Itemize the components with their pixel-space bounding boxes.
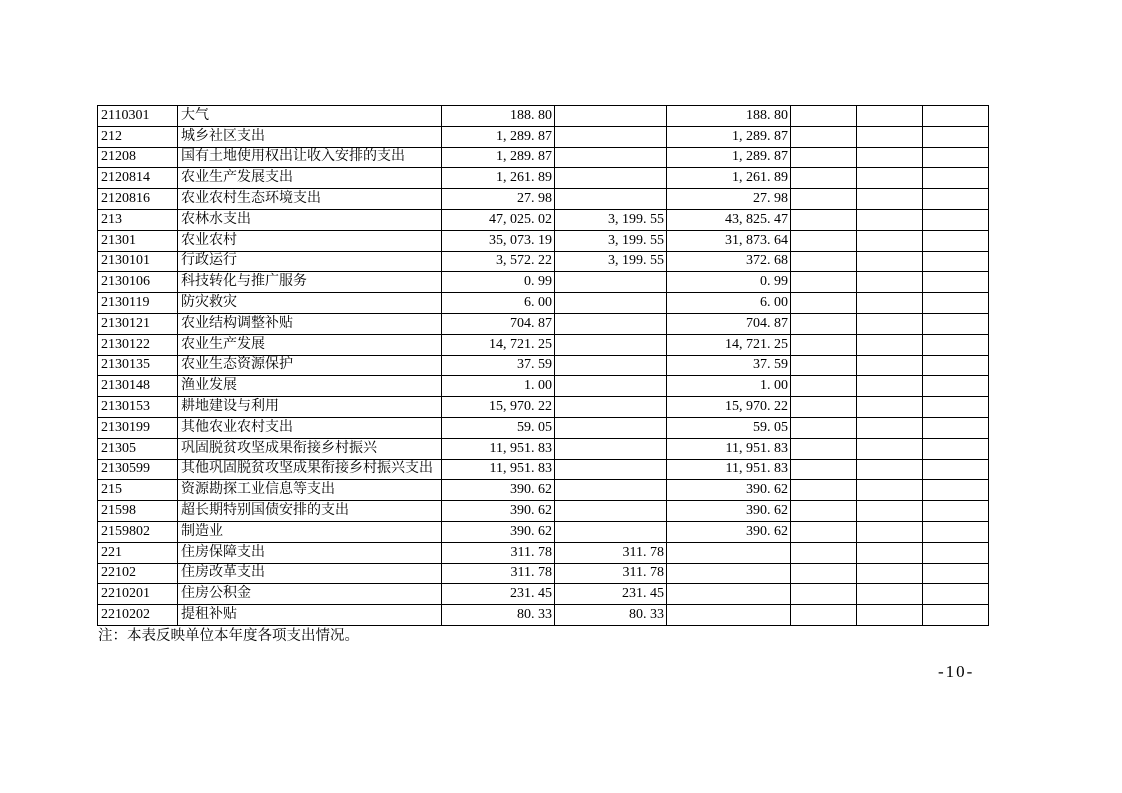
blank-col2-cell xyxy=(857,397,923,418)
amount-col1-cell: 37. 59 xyxy=(442,355,555,376)
blank-col1-cell xyxy=(791,209,857,230)
amount-col2-cell xyxy=(555,376,667,397)
subject-name-cell: 大气 xyxy=(178,106,442,127)
blank-col3-cell xyxy=(923,459,989,480)
blank-col1-cell xyxy=(791,313,857,334)
blank-col1-cell xyxy=(791,168,857,189)
blank-col2-cell xyxy=(857,542,923,563)
code-cell: 2159802 xyxy=(98,521,178,542)
blank-col3-cell xyxy=(923,480,989,501)
amount-col3-cell: 704. 87 xyxy=(667,313,791,334)
blank-col2-cell xyxy=(857,272,923,293)
amount-col2-cell xyxy=(555,106,667,127)
code-cell: 2210202 xyxy=(98,605,178,626)
blank-col1-cell xyxy=(791,376,857,397)
blank-col3-cell xyxy=(923,230,989,251)
table-row xyxy=(98,521,989,542)
amount-col2-cell xyxy=(555,355,667,376)
blank-col2-cell xyxy=(857,147,923,168)
amount-col3-cell: 372. 68 xyxy=(667,251,791,272)
blank-col3-cell xyxy=(923,147,989,168)
table-row xyxy=(98,584,989,605)
blank-col3-cell xyxy=(923,106,989,127)
blank-col3-cell xyxy=(923,521,989,542)
subject-name-cell: 城乡社区支出 xyxy=(178,126,442,147)
code-cell: 2110301 xyxy=(98,106,178,127)
amount-col1-cell: 35, 073. 19 xyxy=(442,230,555,251)
table-row xyxy=(98,168,989,189)
amount-col1-cell: 27. 98 xyxy=(442,189,555,210)
blank-col1-cell xyxy=(791,501,857,522)
subject-name-cell: 住房改革支出 xyxy=(178,563,442,584)
blank-col2-cell xyxy=(857,189,923,210)
table-row xyxy=(98,126,989,147)
amount-col2-cell xyxy=(555,272,667,293)
blank-col2-cell xyxy=(857,168,923,189)
amount-col1-cell: 704. 87 xyxy=(442,313,555,334)
table-row xyxy=(98,106,989,127)
blank-col2-cell xyxy=(857,480,923,501)
amount-col2-cell xyxy=(555,126,667,147)
amount-col1-cell: 390. 62 xyxy=(442,480,555,501)
amount-col1-cell: 3, 572. 22 xyxy=(442,251,555,272)
subject-name-cell: 渔业发展 xyxy=(178,376,442,397)
subject-name-cell: 农业生态资源保护 xyxy=(178,355,442,376)
blank-col3-cell xyxy=(923,251,989,272)
table-row xyxy=(98,147,989,168)
blank-col2-cell xyxy=(857,209,923,230)
subject-name-cell: 超长期特别国债安排的支出 xyxy=(178,501,442,522)
blank-col3-cell xyxy=(923,417,989,438)
amount-col1-cell: 11, 951. 83 xyxy=(442,459,555,480)
table-row xyxy=(98,417,989,438)
blank-col3-cell xyxy=(923,563,989,584)
table-row xyxy=(98,480,989,501)
blank-col2-cell xyxy=(857,605,923,626)
amount-col1-cell: 1, 289. 87 xyxy=(442,147,555,168)
subject-name-cell: 科技转化与推广服务 xyxy=(178,272,442,293)
blank-col2-cell xyxy=(857,376,923,397)
blank-col2-cell xyxy=(857,438,923,459)
amount-col1-cell: 1. 00 xyxy=(442,376,555,397)
blank-col2-cell xyxy=(857,251,923,272)
table-note: 注：本表反映单位本年度各项支出情况。 xyxy=(98,628,359,644)
blank-col3-cell xyxy=(923,438,989,459)
table-row xyxy=(98,334,989,355)
subject-name-cell: 行政运行 xyxy=(178,251,442,272)
amount-col3-cell: 1. 00 xyxy=(667,376,791,397)
amount-col3-cell xyxy=(667,584,791,605)
amount-col1-cell: 80. 33 xyxy=(442,605,555,626)
blank-col3-cell xyxy=(923,376,989,397)
blank-col1-cell xyxy=(791,230,857,251)
code-cell: 2130599 xyxy=(98,459,178,480)
amount-col2-cell xyxy=(555,397,667,418)
amount-col2-cell xyxy=(555,168,667,189)
blank-col3-cell xyxy=(923,584,989,605)
amount-col1-cell: 14, 721. 25 xyxy=(442,334,555,355)
subject-name-cell: 巩固脱贫攻坚成果衔接乡村振兴 xyxy=(178,438,442,459)
blank-col2-cell xyxy=(857,126,923,147)
blank-col1-cell xyxy=(791,106,857,127)
amount-col2-cell: 231. 45 xyxy=(555,584,667,605)
subject-name-cell: 农业农村 xyxy=(178,230,442,251)
amount-col2-cell: 3, 199. 55 xyxy=(555,251,667,272)
blank-col2-cell xyxy=(857,355,923,376)
code-cell: 2210201 xyxy=(98,584,178,605)
blank-col3-cell xyxy=(923,605,989,626)
blank-col2-cell xyxy=(857,584,923,605)
amount-col2-cell xyxy=(555,459,667,480)
blank-col1-cell xyxy=(791,584,857,605)
amount-col1-cell: 0. 99 xyxy=(442,272,555,293)
amount-col3-cell: 15, 970. 22 xyxy=(667,397,791,418)
table-row xyxy=(98,438,989,459)
code-cell: 2130199 xyxy=(98,417,178,438)
subject-name-cell: 防灾救灾 xyxy=(178,293,442,314)
amount-col1-cell: 6. 00 xyxy=(442,293,555,314)
table-row xyxy=(98,313,989,334)
blank-col3-cell xyxy=(923,293,989,314)
amount-col3-cell xyxy=(667,605,791,626)
subject-name-cell: 农业农村生态环境支出 xyxy=(178,189,442,210)
amount-col1-cell: 1, 261. 89 xyxy=(442,168,555,189)
code-cell: 213 xyxy=(98,209,178,230)
blank-col1-cell xyxy=(791,147,857,168)
blank-col1-cell xyxy=(791,272,857,293)
amount-col3-cell: 1, 289. 87 xyxy=(667,147,791,168)
subject-name-cell: 住房保障支出 xyxy=(178,542,442,563)
table-row xyxy=(98,605,989,626)
blank-col1-cell xyxy=(791,334,857,355)
subject-name-cell: 其他巩固脱贫攻坚成果衔接乡村振兴支出 xyxy=(178,459,442,480)
code-cell: 2130135 xyxy=(98,355,178,376)
blank-col2-cell xyxy=(857,459,923,480)
code-cell: 212 xyxy=(98,126,178,147)
subject-name-cell: 农业结构调整补贴 xyxy=(178,313,442,334)
blank-col1-cell xyxy=(791,251,857,272)
amount-col3-cell: 14, 721. 25 xyxy=(667,334,791,355)
code-cell: 2120816 xyxy=(98,189,178,210)
amount-col3-cell: 188. 80 xyxy=(667,106,791,127)
subject-name-cell: 住房公积金 xyxy=(178,584,442,605)
blank-col1-cell xyxy=(791,605,857,626)
amount-col3-cell: 59. 05 xyxy=(667,417,791,438)
blank-col3-cell xyxy=(923,209,989,230)
blank-col1-cell xyxy=(791,397,857,418)
amount-col3-cell: 390. 62 xyxy=(667,480,791,501)
blank-col3-cell xyxy=(923,542,989,563)
amount-col2-cell xyxy=(555,147,667,168)
table-row xyxy=(98,376,989,397)
blank-col1-cell xyxy=(791,293,857,314)
amount-col3-cell: 6. 00 xyxy=(667,293,791,314)
table-row xyxy=(98,355,989,376)
subject-name-cell: 国有土地使用权出让收入安排的支出 xyxy=(178,147,442,168)
table-row xyxy=(98,501,989,522)
blank-col3-cell xyxy=(923,355,989,376)
amount-col2-cell xyxy=(555,313,667,334)
amount-col3-cell: 37. 59 xyxy=(667,355,791,376)
table-row xyxy=(98,542,989,563)
blank-col2-cell xyxy=(857,334,923,355)
code-cell: 221 xyxy=(98,542,178,563)
blank-col1-cell xyxy=(791,459,857,480)
blank-col3-cell xyxy=(923,397,989,418)
amount-col1-cell: 390. 62 xyxy=(442,521,555,542)
amount-col2-cell: 3, 199. 55 xyxy=(555,230,667,251)
blank-col2-cell xyxy=(857,106,923,127)
blank-col2-cell xyxy=(857,417,923,438)
code-cell: 2130119 xyxy=(98,293,178,314)
amount-col2-cell xyxy=(555,438,667,459)
code-cell: 215 xyxy=(98,480,178,501)
amount-col2-cell xyxy=(555,417,667,438)
blank-col3-cell xyxy=(923,168,989,189)
amount-col3-cell: 11, 951. 83 xyxy=(667,438,791,459)
amount-col3-cell xyxy=(667,542,791,563)
amount-col1-cell: 47, 025. 02 xyxy=(442,209,555,230)
amount-col3-cell: 390. 62 xyxy=(667,501,791,522)
amount-col3-cell: 1, 261. 89 xyxy=(667,168,791,189)
amount-col3-cell: 27. 98 xyxy=(667,189,791,210)
blank-col2-cell xyxy=(857,521,923,542)
table-row xyxy=(98,397,989,418)
code-cell: 21208 xyxy=(98,147,178,168)
code-cell: 21598 xyxy=(98,501,178,522)
amount-col1-cell: 188. 80 xyxy=(442,106,555,127)
amount-col2-cell xyxy=(555,501,667,522)
amount-col1-cell: 311. 78 xyxy=(442,542,555,563)
subject-name-cell: 其他农业农村支出 xyxy=(178,417,442,438)
amount-col2-cell xyxy=(555,480,667,501)
table-row xyxy=(98,209,989,230)
blank-col2-cell xyxy=(857,501,923,522)
blank-col1-cell xyxy=(791,189,857,210)
subject-name-cell: 制造业 xyxy=(178,521,442,542)
blank-col2-cell xyxy=(857,230,923,251)
table-row xyxy=(98,251,989,272)
amount-col3-cell: 43, 825. 47 xyxy=(667,209,791,230)
table-row xyxy=(98,230,989,251)
amount-col3-cell: 390. 62 xyxy=(667,521,791,542)
code-cell: 2130153 xyxy=(98,397,178,418)
amount-col2-cell: 3, 199. 55 xyxy=(555,209,667,230)
subject-name-cell: 农业生产发展 xyxy=(178,334,442,355)
subject-name-cell: 资源勘探工业信息等支出 xyxy=(178,480,442,501)
amount-col2-cell xyxy=(555,293,667,314)
code-cell: 2130121 xyxy=(98,313,178,334)
blank-col2-cell xyxy=(857,313,923,334)
table-row xyxy=(98,459,989,480)
amount-col3-cell: 0. 99 xyxy=(667,272,791,293)
amount-col3-cell: 1, 289. 87 xyxy=(667,126,791,147)
amount-col2-cell xyxy=(555,521,667,542)
blank-col1-cell xyxy=(791,417,857,438)
subject-name-cell: 提租补贴 xyxy=(178,605,442,626)
code-cell: 2120814 xyxy=(98,168,178,189)
table-row xyxy=(98,293,989,314)
amount-col2-cell xyxy=(555,189,667,210)
blank-col3-cell xyxy=(923,313,989,334)
blank-col3-cell xyxy=(923,501,989,522)
expenditure-table-body xyxy=(98,106,989,626)
blank-col1-cell xyxy=(791,563,857,584)
blank-col2-cell xyxy=(857,563,923,584)
amount-col2-cell xyxy=(555,334,667,355)
subject-name-cell: 农业生产发展支出 xyxy=(178,168,442,189)
blank-col3-cell xyxy=(923,126,989,147)
amount-col3-cell xyxy=(667,563,791,584)
code-cell: 2130106 xyxy=(98,272,178,293)
code-cell: 21301 xyxy=(98,230,178,251)
table-row xyxy=(98,563,989,584)
blank-col3-cell xyxy=(923,334,989,355)
amount-col3-cell: 31, 873. 64 xyxy=(667,230,791,251)
amount-col1-cell: 59. 05 xyxy=(442,417,555,438)
code-cell: 2130101 xyxy=(98,251,178,272)
amount-col1-cell: 231. 45 xyxy=(442,584,555,605)
blank-col2-cell xyxy=(857,293,923,314)
blank-col1-cell xyxy=(791,542,857,563)
blank-col1-cell xyxy=(791,355,857,376)
amount-col1-cell: 1, 289. 87 xyxy=(442,126,555,147)
blank-col3-cell xyxy=(923,189,989,210)
subject-name-cell: 农林水支出 xyxy=(178,209,442,230)
amount-col2-cell: 311. 78 xyxy=(555,563,667,584)
amount-col3-cell: 11, 951. 83 xyxy=(667,459,791,480)
amount-col1-cell: 11, 951. 83 xyxy=(442,438,555,459)
code-cell: 22102 xyxy=(98,563,178,584)
expenditure-table xyxy=(97,105,989,626)
blank-col1-cell xyxy=(791,521,857,542)
table-row xyxy=(98,272,989,293)
amount-col1-cell: 311. 78 xyxy=(442,563,555,584)
subject-name-cell: 耕地建设与利用 xyxy=(178,397,442,418)
blank-col3-cell xyxy=(923,272,989,293)
code-cell: 2130148 xyxy=(98,376,178,397)
blank-col1-cell xyxy=(791,480,857,501)
table-row xyxy=(98,189,989,210)
amount-col2-cell: 80. 33 xyxy=(555,605,667,626)
code-cell: 21305 xyxy=(98,438,178,459)
page-number: -10- xyxy=(938,662,975,681)
amount-col1-cell: 15, 970. 22 xyxy=(442,397,555,418)
amount-col1-cell: 390. 62 xyxy=(442,501,555,522)
amount-col2-cell: 311. 78 xyxy=(555,542,667,563)
blank-col1-cell xyxy=(791,438,857,459)
blank-col1-cell xyxy=(791,126,857,147)
code-cell: 2130122 xyxy=(98,334,178,355)
